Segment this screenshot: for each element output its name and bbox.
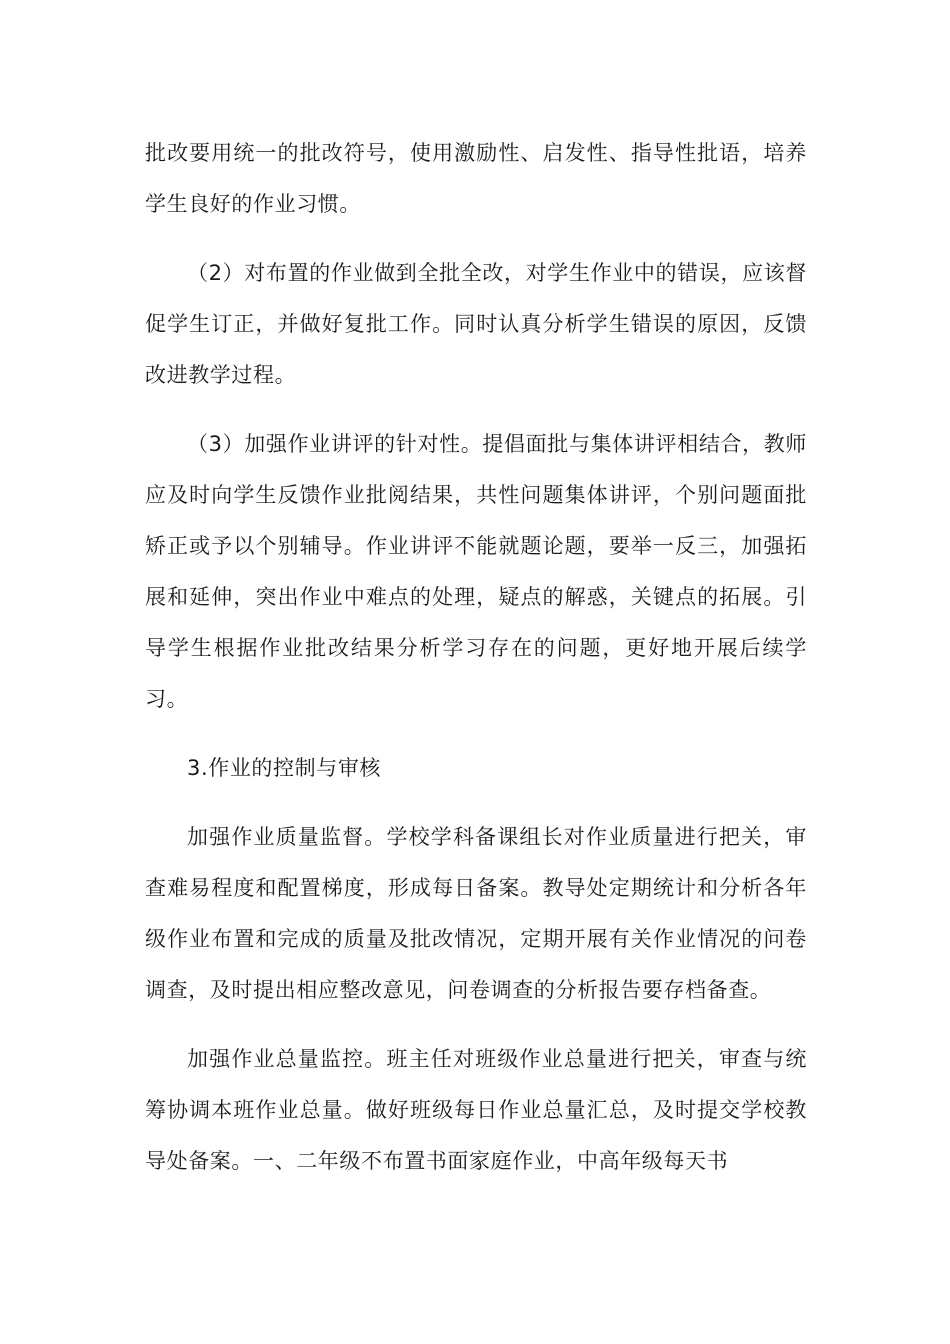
paragraph-quality-supervision: 加强作业质量监督。学校学科备课组长对作业质量进行把关，审查难易程度和配置梯度，形成每日备案。教导处定期统计和分析各年级作业布置和完成的质量及批改情况，定期开展有关作业情况的问卷调查，及时提出相应整改意见，问卷调查的分析报告要存档备查。 — [145, 825, 807, 1002]
paragraph-continuation: 批改要用统一的批改符号，使用激励性、启发性、指导性批语，培养学生良好的作业习惯。 — [145, 141, 807, 216]
document-body — [145, 128, 807, 1205]
paragraph-item-2: （2）对布置的作业做到全批全改，对学生作业中的错误，应该督促学生订正，并做好复批工作。同时认真分析学生错误的原因，反馈改进教学过程。 — [145, 261, 807, 387]
paragraph-item-3: （3）加强作业讲评的针对性。提倡面批与集体讲评相结合，教师应及时向学生反馈作业批阅结果，共性问题集体讲评，个别问题面批矫正或予以个别辅导。作业讲评不能就题论题，要举一反三，加强拓展和延伸，突出作业中难点的处理，疑点的解惑，关键点的拓展。引导学生根据作业批改结果分析学习存在的问题，更好地开展后续学习。 — [145, 432, 807, 711]
section-heading: 3.作业的控制与审核 — [187, 756, 382, 780]
paragraph-total-monitoring: 加强作业总量监控。班主任对班级作业总量进行把关，审查与统筹协调本班作业总量。做好班级每日作业总量汇总，及时提交学校教导处备案。一、二年级不布置书面家庭作业，中高年级每天书 — [145, 1047, 807, 1173]
